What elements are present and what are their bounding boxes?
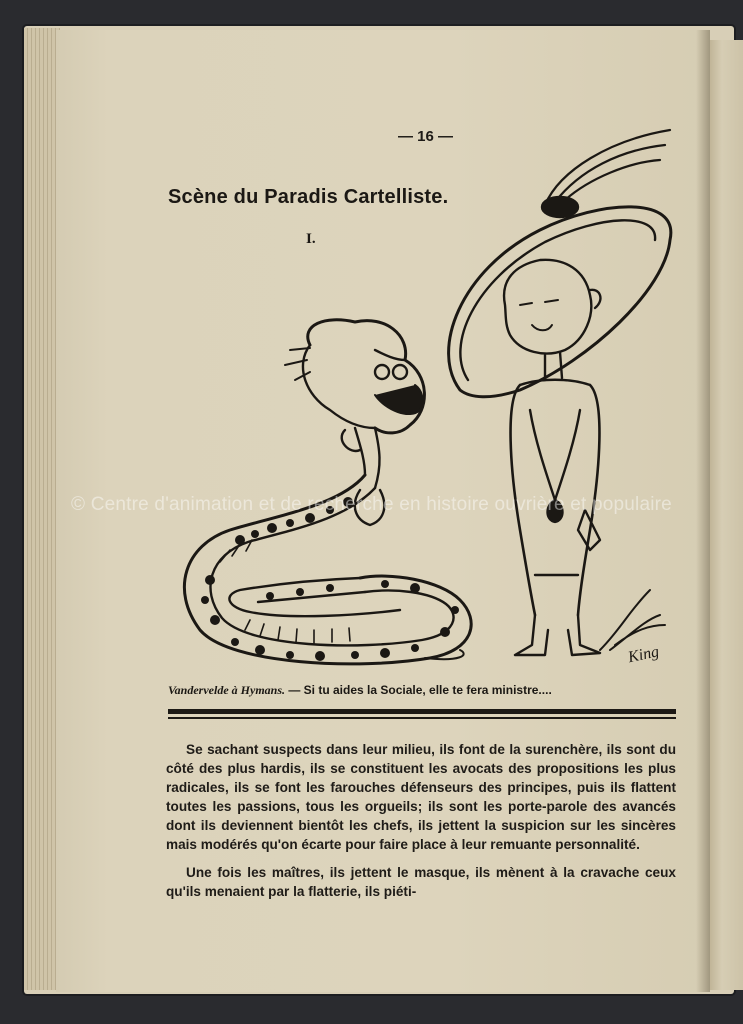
page-number: — 16 — [397,128,454,145]
body-text [166,740,676,901]
body-paragraph-1: Se sachant suspects dans leur milieu, ils font de la surenchère, ils sont du côté des plus hardis, ils se constituent les avocats des propositions les plus radicales, ils se font les farouches défenseurs des principes, puis ils flattent toutes les passions, tous les orgueils; ils sont les porte-parole des avancés dont ils deviennent bientôt les chefs, ils jettent la suspicion sur les sincères mais modérés qu'on écarte pour faire place à leur remuante personnalité. [166,742,676,853]
divider-thick-line [168,709,676,714]
page-title: Scène du Paradis Cartelliste. [168,186,449,208]
divider-thin-line [168,717,676,719]
cartoon-illustration [160,110,690,675]
hymans-figure [449,130,671,655]
artist-signature: King [626,643,661,667]
body-paragraph-2: Une fois les maîtres, ils jettent le masque, ils mènent à la cravache ceux qu'ils menaient par la flatterie, ils piéti- [166,864,676,899]
illustration-caption [168,683,680,698]
caption-dialogue: — Si tu aides la Sociale, elle te fera ministre.... [285,683,552,697]
copyright-watermark: © Centre d'animation et de recherche en histoire ouvrière et populaire [71,494,672,515]
caption-speaker: Vandervelde à Hymans. [168,683,285,697]
section-number: I. [306,231,316,247]
grass-tuft [600,590,665,650]
